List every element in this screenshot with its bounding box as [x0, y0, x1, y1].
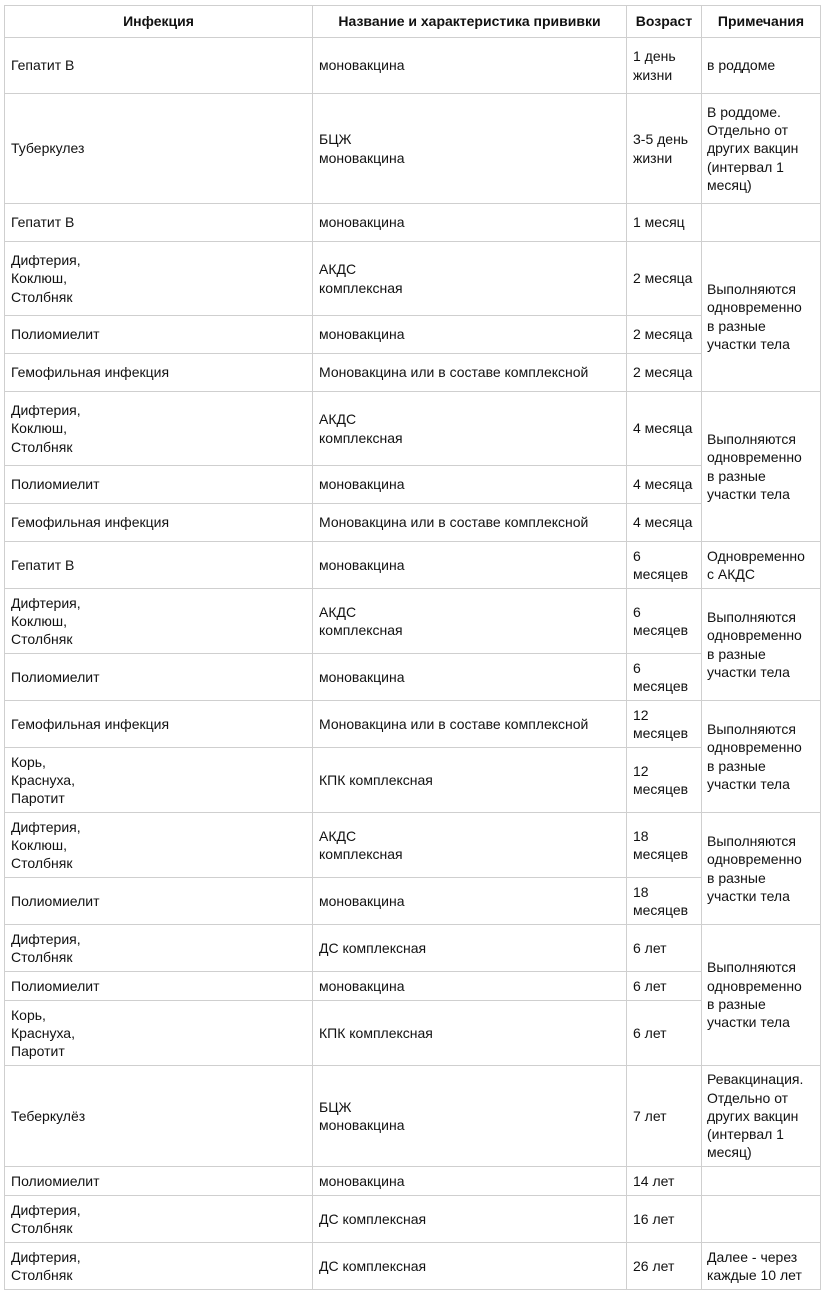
vaccine-cell: ДС комплексная: [313, 1243, 627, 1290]
vaccine-cell: моновакцина: [313, 542, 627, 589]
age-cell: 6 месяцев: [627, 542, 702, 589]
age-cell: 12 месяцев: [627, 701, 702, 748]
notes-cell: Выполняются одновременно в разные участки тела: [702, 701, 821, 813]
header-age: Возраст: [627, 6, 702, 38]
age-cell: 1 месяц: [627, 204, 702, 242]
infection-cell: Гемофильная инфекция: [5, 504, 313, 542]
age-cell: 3-5 день жизни: [627, 94, 702, 204]
age-cell: 6 лет: [627, 972, 702, 1001]
vaccine-cell: АКДС комплексная: [313, 813, 627, 878]
notes-cell: [702, 1196, 821, 1243]
age-cell: 18 месяцев: [627, 813, 702, 878]
table-row: [5, 972, 821, 1001]
infection-cell: Дифтерия, Столбняк: [5, 1243, 313, 1290]
notes-cell: Одновременно с АКДС: [702, 542, 821, 589]
age-cell: 6 месяцев: [627, 589, 702, 654]
infection-cell: Дифтерия, Столбняк: [5, 1196, 313, 1243]
table-row: [5, 813, 821, 878]
vaccine-cell: Моновакцина или в составе комплексной: [313, 504, 627, 542]
vaccine-cell: АКДС комплексная: [313, 392, 627, 466]
infection-cell: Полиомиелит: [5, 878, 313, 925]
vaccine-cell: моновакцина: [313, 204, 627, 242]
header-vaccine: Название и характеристика прививки: [313, 6, 627, 38]
age-cell: 14 лет: [627, 1167, 702, 1196]
vaccine-cell: Моновакцина или в составе комплексной: [313, 354, 627, 392]
table-row: [5, 316, 821, 354]
header-notes: Примечания: [702, 6, 821, 38]
infection-cell: Гемофильная инфекция: [5, 354, 313, 392]
vaccine-cell: моновакцина: [313, 466, 627, 504]
table-row: [5, 1066, 821, 1167]
notes-cell: в роддоме: [702, 38, 821, 94]
infection-cell: Корь, Краснуха, Паротит: [5, 748, 313, 813]
vaccine-cell: КПК комплексная: [313, 748, 627, 813]
age-cell: 2 месяца: [627, 354, 702, 392]
infection-cell: Дифтерия, Коклюш, Столбняк: [5, 392, 313, 466]
vaccine-cell: АКДС комплексная: [313, 242, 627, 316]
notes-cell: [702, 204, 821, 242]
table-row: [5, 392, 821, 466]
infection-cell: Туберкулез: [5, 94, 313, 204]
table-row: [5, 748, 821, 813]
header-infection: Инфекция: [5, 6, 313, 38]
age-cell: 4 месяца: [627, 392, 702, 466]
table-row: [5, 1243, 821, 1290]
vaccine-cell: ДС комплексная: [313, 925, 627, 972]
notes-cell: Выполняются одновременно в разные участки тела: [702, 589, 821, 701]
table-row: [5, 878, 821, 925]
infection-cell: Дифтерия, Коклюш, Столбняк: [5, 813, 313, 878]
notes-cell: Ревакцинация. Отдельно от других вакцин (интервал 1 месяц): [702, 1066, 821, 1167]
infection-cell: Полиомиелит: [5, 972, 313, 1001]
vaccine-cell: моновакцина: [313, 316, 627, 354]
table-row: [5, 354, 821, 392]
notes-cell: Выполняются одновременно в разные участки тела: [702, 925, 821, 1066]
infection-cell: Гепатит В: [5, 38, 313, 94]
infection-cell: Полиомиелит: [5, 466, 313, 504]
vaccine-cell: Моновакцина или в составе комплексной: [313, 701, 627, 748]
vaccine-cell: КПК комплексная: [313, 1001, 627, 1066]
table-row: [5, 466, 821, 504]
infection-cell: Гепатит В: [5, 542, 313, 589]
infection-cell: Полиомиелит: [5, 1167, 313, 1196]
table-row: [5, 1167, 821, 1196]
infection-cell: Полиомиелит: [5, 654, 313, 701]
table-row: [5, 589, 821, 654]
infection-cell: Дифтерия, Коклюш, Столбняк: [5, 589, 313, 654]
notes-cell: Выполняются одновременно в разные участки тела: [702, 242, 821, 392]
notes-cell: Выполняются одновременно в разные участки тела: [702, 392, 821, 542]
infection-cell: Дифтерия, Столбняк: [5, 925, 313, 972]
age-cell: 6 лет: [627, 925, 702, 972]
vaccine-cell: моновакцина: [313, 1167, 627, 1196]
notes-cell: В роддоме. Отдельно от других вакцин (интервал 1 месяц): [702, 94, 821, 204]
vaccine-cell: БЦЖ моновакцина: [313, 1066, 627, 1167]
table-row: [5, 204, 821, 242]
table-header-row: [5, 6, 821, 38]
table-row: [5, 701, 821, 748]
table-row: [5, 504, 821, 542]
age-cell: 7 лет: [627, 1066, 702, 1167]
notes-cell: Далее - через каждые 10 лет: [702, 1243, 821, 1290]
vaccine-cell: моновакцина: [313, 972, 627, 1001]
age-cell: 2 месяца: [627, 242, 702, 316]
vaccine-cell: БЦЖ моновакцина: [313, 94, 627, 204]
notes-cell: Выполняются одновременно в разные участки тела: [702, 813, 821, 925]
infection-cell: Дифтерия, Коклюш, Столбняк: [5, 242, 313, 316]
table-row: [5, 1196, 821, 1243]
infection-cell: Гепатит В: [5, 204, 313, 242]
age-cell: 4 месяца: [627, 466, 702, 504]
age-cell: 26 лет: [627, 1243, 702, 1290]
table-row: [5, 242, 821, 316]
infection-cell: Теберкулёз: [5, 1066, 313, 1167]
vaccine-cell: моновакцина: [313, 38, 627, 94]
table-row: [5, 1001, 821, 1066]
vaccine-cell: моновакцина: [313, 654, 627, 701]
age-cell: 12 месяцев: [627, 748, 702, 813]
vaccination-schedule-table: [4, 5, 821, 1290]
age-cell: 4 месяца: [627, 504, 702, 542]
age-cell: 2 месяца: [627, 316, 702, 354]
infection-cell: Полиомиелит: [5, 316, 313, 354]
table-row: [5, 654, 821, 701]
age-cell: 18 месяцев: [627, 878, 702, 925]
infection-cell: Корь, Краснуха, Паротит: [5, 1001, 313, 1066]
age-cell: 1 день жизни: [627, 38, 702, 94]
table-row: [5, 38, 821, 94]
age-cell: 6 месяцев: [627, 654, 702, 701]
age-cell: 16 лет: [627, 1196, 702, 1243]
vaccine-cell: ДС комплексная: [313, 1196, 627, 1243]
table-row: [5, 542, 821, 589]
age-cell: 6 лет: [627, 1001, 702, 1066]
table-row: [5, 925, 821, 972]
vaccine-cell: АКДС комплексная: [313, 589, 627, 654]
notes-cell: [702, 1167, 821, 1196]
table-row: [5, 94, 821, 204]
vaccine-cell: моновакцина: [313, 878, 627, 925]
infection-cell: Гемофильная инфекция: [5, 701, 313, 748]
